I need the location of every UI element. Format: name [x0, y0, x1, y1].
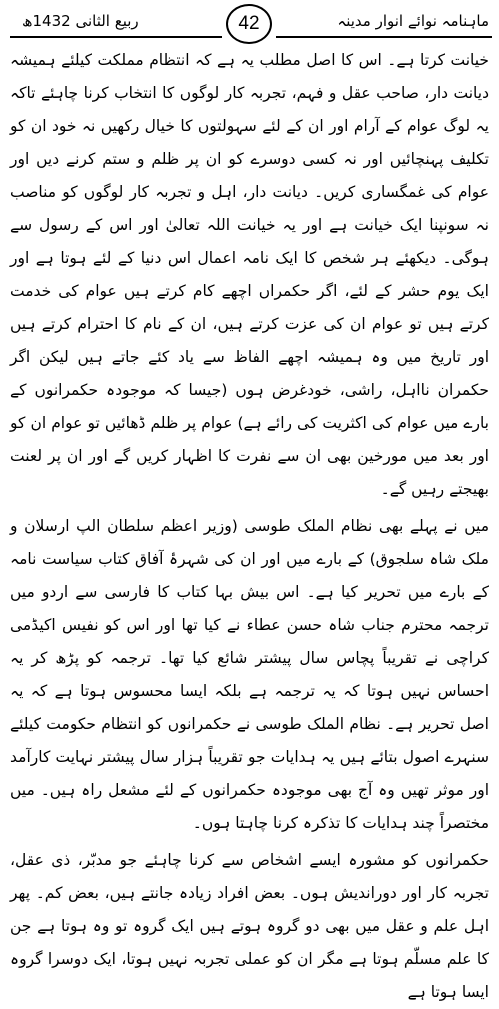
issue-date: ربیع الثانی 1432ھ	[22, 12, 139, 30]
header-rule-right	[276, 36, 492, 38]
magazine-name: ماہنامہ نوائے انوار مدینہ	[337, 12, 489, 30]
page-header	[0, 0, 499, 40]
paragraph-2: میں نے پہلے بھی نظام الملک طوسی (وزیر اعظم سلطان الپ ارسلان و ملک شاہ سلجوق) کے بارے میں اور ان کی شہرۂ آفاق کتاب سیاست نامہ کے بارے میں تحریر کیا ہے۔ اس بیش بہا کتاب کا فارسی سے اردو میں ترجمہ محترم جناب شاہ حسن عطاء نے کیا تھا اور اس کو نفیس اکیڈمی کراچی نے تقریباً پچاس سال پیشتر شائع کیا تھا۔ ترجمہ کو پڑھ کر یہ احساس نہیں ہوتا کہ یہ ترجمہ ہے بلکہ ایسا محسوس ہوتا ہے کہ یہ اصل تحریر ہے۔ نظام الملک طوسی نے حکمرانوں کو انتظام حکومت کیلئے سنہرے اصول بتائے ہیں یہ ہدایات جو تقریباً ہزار سال پیشتر نہایت کارآمد اور موثر تھیں وہ آج بھی موجودہ حکمرانوں کے لئے مشعل راہ ہیں۔ میں مختصراً چند ہدایات کا تذکرہ کرنا چاہتا ہوں۔	[10, 517, 489, 832]
paragraph-3: حکمرانوں کو مشورہ ایسے اشخاص سے کرنا چاہئے جو مدبّر، ذی عقل، تجربہ کار اور دوراندیش ہوں۔ بعض افراد زیادہ جانتے ہیں، بعض کم۔ پھر اہل علم و عقل میں بھی دو گروہ ہوتے ہیں ایک گروہ تو وہ ہوتا ہے جن کا علم مسلّم ہوتا ہے مگر ان کو عملی تجربہ نہیں ہوتا، ایک دوسرا گروہ ایسا ہوتا ہے	[10, 851, 489, 1001]
article-body	[10, 44, 489, 1009]
page-number: 42	[226, 4, 272, 44]
header-rule-left	[10, 36, 222, 38]
paragraph-1: خیانت کرتا ہے۔ اس کا اصل مطلب یہ ہے کہ انتظام مملکت کیلئے ہمیشہ دیانت دار، صاحب عقل و فہم، تجربہ کار لوگوں کا انتخاب کرنا چاہئے تاکہ یہ لوگ عوام کے آرام اور ان کے لئے سہولتوں کا خیال رکھیں نہ خود ان کو تکلیف پہنچائیں اور نہ کسی دوسرے کو ان پر ظلم و ستم کرنے دیں اور عوام کی غمگساری کریں۔ دیانت دار، اہل و تجربہ کار لوگوں کو مناصب نہ سونپنا ایک خیانت ہے اور یہ خیانت اللہ تعالیٰ اور اس کے رسول سے ہوگی۔ دیکھئے ہر شخص کا ایک نامہ اعمال اس دنیا کے لئے ہوتا ہے اور ایک یوم حشر کے لئے، اگر حکمراں اچھے کام کرتے ہیں عوام کی خدمت کرتے ہیں تو عوام ان کی عزت کرتے ہیں، ان کے نام کا احترام کرتے ہیں اور تاریخ میں وہ ہمیشہ اچھے الفاظ سے یاد کئے جاتے ہیں لیکن اگر حکمران نااہل، راشی، خودغرض ہوں (جیسا کہ موجودہ حکمرانوں کے بارے میں عوام کی اکثریت کی رائے ہے) عوام پر ظلم ڈھائیں تو عوام ان کو اور بعد میں مورخین بھی ان سے نفرت کا اظہار کریں گے اور ان پر لعنت بھیجتے رہیں گے۔	[10, 51, 489, 498]
